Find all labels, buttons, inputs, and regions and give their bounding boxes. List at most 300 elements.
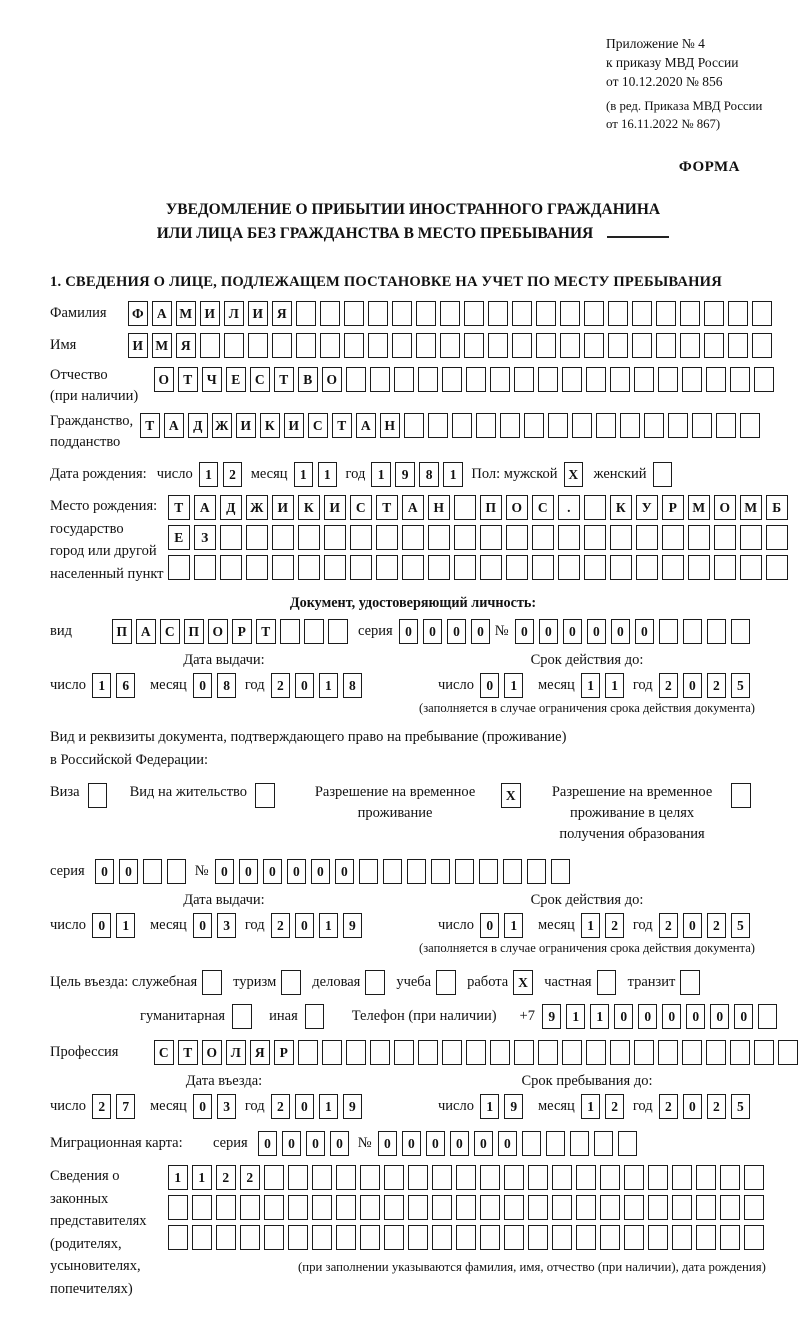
char-cell[interactable]: 9 <box>542 1004 562 1029</box>
char-cell[interactable] <box>720 1165 740 1190</box>
char-cell[interactable] <box>440 333 460 358</box>
char-cell[interactable]: С <box>532 495 554 520</box>
char-cell[interactable] <box>394 1040 414 1065</box>
char-cell[interactable]: 0 <box>710 1004 730 1029</box>
char-cell[interactable] <box>597 970 617 995</box>
char-cell[interactable]: 2 <box>240 1165 260 1190</box>
char-cell[interactable]: 0 <box>683 913 703 938</box>
char-cell[interactable]: 0 <box>215 859 235 884</box>
char-cell[interactable] <box>634 1040 654 1065</box>
char-cell[interactable]: 2 <box>216 1165 236 1190</box>
char-cell[interactable]: 5 <box>731 1094 751 1119</box>
char-cell[interactable] <box>383 859 403 884</box>
char-cell[interactable] <box>432 1225 452 1250</box>
char-cell[interactable]: 2 <box>707 913 727 938</box>
char-cell[interactable]: 1 <box>319 913 339 938</box>
char-cell[interactable] <box>744 1165 764 1190</box>
char-cell[interactable]: Р <box>232 619 252 644</box>
char-cell[interactable] <box>576 1165 596 1190</box>
char-cell[interactable]: 1 <box>480 1094 500 1119</box>
char-cell[interactable]: 6 <box>116 673 136 698</box>
char-cell[interactable] <box>384 1165 404 1190</box>
char-cell[interactable]: 0 <box>734 1004 754 1029</box>
char-cell[interactable] <box>610 367 630 392</box>
char-cell[interactable] <box>488 301 508 326</box>
char-cell[interactable]: З <box>194 525 216 550</box>
char-cell[interactable] <box>442 1040 462 1065</box>
char-cell[interactable] <box>584 301 604 326</box>
char-cell[interactable] <box>558 555 580 580</box>
char-cell[interactable] <box>752 301 772 326</box>
char-cell[interactable] <box>192 1225 212 1250</box>
char-cell[interactable]: 1 <box>199 462 219 487</box>
char-cell[interactable] <box>264 1225 284 1250</box>
char-cell[interactable] <box>168 1225 188 1250</box>
char-cell[interactable] <box>404 413 424 438</box>
char-cell[interactable] <box>324 555 346 580</box>
char-cell[interactable] <box>416 301 436 326</box>
char-cell[interactable] <box>600 1165 620 1190</box>
char-cell[interactable]: 0 <box>119 859 139 884</box>
char-cell[interactable] <box>610 525 632 550</box>
char-cell[interactable] <box>479 859 499 884</box>
char-cell[interactable]: 0 <box>295 913 315 938</box>
char-cell[interactable] <box>168 555 190 580</box>
char-cell[interactable] <box>560 333 580 358</box>
char-cell[interactable] <box>344 333 364 358</box>
char-cell[interactable] <box>360 1195 380 1220</box>
char-cell[interactable] <box>336 1165 356 1190</box>
char-cell[interactable] <box>220 525 242 550</box>
char-cell[interactable]: 0 <box>335 859 355 884</box>
char-cell[interactable] <box>298 1040 318 1065</box>
char-cell[interactable] <box>728 333 748 358</box>
char-cell[interactable] <box>392 301 412 326</box>
char-cell[interactable] <box>668 413 688 438</box>
char-cell[interactable]: О <box>322 367 342 392</box>
char-cell[interactable] <box>365 970 385 995</box>
char-cell[interactable]: 0 <box>193 913 213 938</box>
char-cell[interactable] <box>350 555 372 580</box>
char-cell[interactable] <box>368 301 388 326</box>
char-cell[interactable]: 8 <box>217 673 237 698</box>
char-cell[interactable] <box>454 495 476 520</box>
char-cell[interactable]: 1 <box>116 913 136 938</box>
char-cell[interactable]: 0 <box>92 913 112 938</box>
char-cell[interactable]: 0 <box>474 1131 494 1156</box>
char-cell[interactable] <box>644 413 664 438</box>
char-cell[interactable] <box>572 413 592 438</box>
char-cell[interactable] <box>584 333 604 358</box>
char-cell[interactable]: О <box>208 619 228 644</box>
char-cell[interactable]: И <box>272 495 294 520</box>
char-cell[interactable]: 1 <box>294 462 314 487</box>
char-cell[interactable]: 1 <box>581 913 601 938</box>
char-cell[interactable]: 1 <box>605 673 625 698</box>
char-cell[interactable] <box>328 619 348 644</box>
char-cell[interactable] <box>740 413 760 438</box>
char-cell[interactable] <box>610 1040 630 1065</box>
char-cell[interactable] <box>272 333 292 358</box>
char-cell[interactable]: 0 <box>539 619 559 644</box>
char-cell[interactable]: 1 <box>590 1004 610 1029</box>
char-cell[interactable]: 3 <box>217 913 237 938</box>
char-cell[interactable] <box>216 1225 236 1250</box>
char-cell[interactable]: Т <box>376 495 398 520</box>
char-cell[interactable] <box>436 970 456 995</box>
char-cell[interactable] <box>600 1225 620 1250</box>
char-cell[interactable]: 2 <box>605 913 625 938</box>
char-cell[interactable] <box>720 1195 740 1220</box>
char-cell[interactable]: 3 <box>217 1094 237 1119</box>
char-cell[interactable] <box>143 859 163 884</box>
char-cell[interactable]: 5 <box>731 673 751 698</box>
char-cell[interactable]: Я <box>250 1040 270 1065</box>
char-cell[interactable] <box>322 1040 342 1065</box>
char-cell[interactable]: 1 <box>319 673 339 698</box>
char-cell[interactable] <box>562 1040 582 1065</box>
char-cell[interactable] <box>360 1225 380 1250</box>
char-cell[interactable] <box>402 555 424 580</box>
char-cell[interactable] <box>514 1040 534 1065</box>
char-cell[interactable] <box>532 525 554 550</box>
char-cell[interactable] <box>632 301 652 326</box>
char-cell[interactable] <box>370 367 390 392</box>
char-cell[interactable] <box>480 555 502 580</box>
char-cell[interactable] <box>522 1131 542 1156</box>
char-cell[interactable] <box>350 525 372 550</box>
char-cell[interactable] <box>524 413 544 438</box>
char-cell[interactable] <box>754 1040 774 1065</box>
char-cell[interactable] <box>731 619 751 644</box>
char-cell[interactable]: 2 <box>271 673 291 698</box>
char-cell[interactable]: О <box>202 1040 222 1065</box>
char-cell[interactable] <box>346 367 366 392</box>
char-cell[interactable] <box>466 367 486 392</box>
char-cell[interactable] <box>320 301 340 326</box>
char-cell[interactable]: П <box>184 619 204 644</box>
char-cell[interactable]: 1 <box>581 1094 601 1119</box>
char-cell[interactable]: Т <box>256 619 276 644</box>
char-cell[interactable] <box>730 367 750 392</box>
char-cell[interactable]: 0 <box>426 1131 446 1156</box>
char-cell[interactable] <box>384 1225 404 1250</box>
char-cell[interactable]: С <box>308 413 328 438</box>
char-cell[interactable]: 1 <box>92 673 112 698</box>
char-cell[interactable] <box>608 301 628 326</box>
char-cell[interactable] <box>754 367 774 392</box>
char-cell[interactable] <box>576 1195 596 1220</box>
char-cell[interactable] <box>288 1225 308 1250</box>
char-cell[interactable]: 0 <box>614 1004 634 1029</box>
char-cell[interactable] <box>662 555 684 580</box>
char-cell[interactable] <box>538 367 558 392</box>
char-cell[interactable]: А <box>194 495 216 520</box>
char-cell[interactable]: 0 <box>683 673 703 698</box>
char-cell[interactable]: И <box>236 413 256 438</box>
char-cell[interactable]: Т <box>274 367 294 392</box>
char-cell[interactable]: А <box>152 301 172 326</box>
char-cell[interactable]: Я <box>272 301 292 326</box>
char-cell[interactable] <box>336 1225 356 1250</box>
char-cell[interactable] <box>714 555 736 580</box>
char-cell[interactable] <box>428 555 450 580</box>
char-cell[interactable]: 0 <box>683 1094 703 1119</box>
char-cell[interactable]: 2 <box>659 913 679 938</box>
char-cell[interactable] <box>296 301 316 326</box>
char-cell[interactable] <box>255 783 275 808</box>
char-cell[interactable] <box>528 1225 548 1250</box>
char-cell[interactable] <box>600 1195 620 1220</box>
char-cell[interactable] <box>552 1225 572 1250</box>
char-cell[interactable] <box>720 1225 740 1250</box>
char-cell[interactable]: И <box>248 301 268 326</box>
char-cell[interactable]: 0 <box>95 859 115 884</box>
char-cell[interactable]: 0 <box>635 619 655 644</box>
char-cell[interactable] <box>220 555 242 580</box>
char-cell[interactable]: 0 <box>399 619 419 644</box>
char-cell[interactable]: Т <box>178 1040 198 1065</box>
char-cell[interactable]: К <box>298 495 320 520</box>
char-cell[interactable] <box>706 367 726 392</box>
char-cell[interactable] <box>527 859 547 884</box>
char-cell[interactable] <box>305 1004 325 1029</box>
char-cell[interactable]: 0 <box>498 1131 518 1156</box>
char-cell[interactable] <box>336 1195 356 1220</box>
char-cell[interactable] <box>662 525 684 550</box>
char-cell[interactable] <box>584 555 606 580</box>
char-cell[interactable]: Т <box>168 495 190 520</box>
char-cell[interactable] <box>304 619 324 644</box>
char-cell[interactable] <box>288 1165 308 1190</box>
char-cell[interactable] <box>402 525 424 550</box>
char-cell[interactable]: 0 <box>378 1131 398 1156</box>
char-cell[interactable]: Ф <box>128 301 148 326</box>
char-cell[interactable] <box>706 1040 726 1065</box>
char-cell[interactable] <box>704 301 724 326</box>
char-cell[interactable] <box>168 1195 188 1220</box>
char-cell[interactable] <box>632 333 652 358</box>
char-cell[interactable]: 2 <box>223 462 243 487</box>
char-cell[interactable]: М <box>152 333 172 358</box>
char-cell[interactable] <box>272 525 294 550</box>
char-cell[interactable] <box>586 367 606 392</box>
char-cell[interactable] <box>696 1165 716 1190</box>
char-cell[interactable] <box>192 1195 212 1220</box>
char-cell[interactable] <box>558 525 580 550</box>
char-cell[interactable] <box>370 1040 390 1065</box>
char-cell[interactable] <box>551 859 571 884</box>
char-cell[interactable]: Ч <box>202 367 222 392</box>
char-cell[interactable]: 0 <box>330 1131 350 1156</box>
char-cell[interactable] <box>704 333 724 358</box>
char-cell[interactable] <box>246 555 268 580</box>
char-cell[interactable]: 0 <box>471 619 491 644</box>
char-cell[interactable] <box>167 859 187 884</box>
char-cell[interactable] <box>680 301 700 326</box>
char-cell[interactable] <box>88 783 108 808</box>
char-cell[interactable]: П <box>480 495 502 520</box>
char-cell[interactable]: 9 <box>343 913 363 938</box>
char-cell[interactable] <box>656 333 676 358</box>
char-cell[interactable] <box>560 301 580 326</box>
char-cell[interactable]: П <box>112 619 132 644</box>
char-cell[interactable] <box>584 495 606 520</box>
char-cell[interactable] <box>408 1225 428 1250</box>
char-cell[interactable]: 0 <box>423 619 443 644</box>
char-cell[interactable] <box>280 619 300 644</box>
char-cell[interactable] <box>688 525 710 550</box>
char-cell[interactable] <box>454 555 476 580</box>
char-cell[interactable] <box>648 1165 668 1190</box>
char-cell[interactable]: 2 <box>605 1094 625 1119</box>
char-cell[interactable]: Л <box>224 301 244 326</box>
char-cell[interactable] <box>264 1165 284 1190</box>
char-cell[interactable]: К <box>610 495 632 520</box>
char-cell[interactable]: О <box>506 495 528 520</box>
char-cell[interactable] <box>514 367 534 392</box>
char-cell[interactable] <box>552 1165 572 1190</box>
char-cell[interactable] <box>202 970 222 995</box>
char-cell[interactable]: О <box>714 495 736 520</box>
char-cell[interactable]: 1 <box>504 673 524 698</box>
char-cell[interactable] <box>456 1195 476 1220</box>
char-cell[interactable] <box>194 555 216 580</box>
char-cell[interactable] <box>672 1165 692 1190</box>
char-cell[interactable] <box>672 1195 692 1220</box>
char-cell[interactable]: С <box>160 619 180 644</box>
char-cell[interactable]: Б <box>766 495 788 520</box>
char-cell[interactable] <box>570 1131 590 1156</box>
char-cell[interactable]: И <box>128 333 148 358</box>
char-cell[interactable] <box>312 1195 332 1220</box>
char-cell[interactable] <box>610 555 632 580</box>
char-cell[interactable] <box>376 525 398 550</box>
char-cell[interactable]: Н <box>428 495 450 520</box>
char-cell[interactable] <box>440 301 460 326</box>
char-cell[interactable] <box>442 367 462 392</box>
char-cell[interactable] <box>576 1225 596 1250</box>
char-cell[interactable] <box>359 859 379 884</box>
char-cell[interactable]: 1 <box>192 1165 212 1190</box>
char-cell[interactable] <box>504 1225 524 1250</box>
char-cell[interactable] <box>298 525 320 550</box>
char-cell[interactable]: Т <box>178 367 198 392</box>
char-cell[interactable] <box>624 1225 644 1250</box>
char-cell[interactable] <box>596 413 616 438</box>
char-cell[interactable]: X <box>513 970 533 995</box>
char-cell[interactable] <box>506 555 528 580</box>
char-cell[interactable] <box>744 1195 764 1220</box>
char-cell[interactable] <box>584 525 606 550</box>
char-cell[interactable]: 9 <box>343 1094 363 1119</box>
char-cell[interactable]: 0 <box>587 619 607 644</box>
char-cell[interactable] <box>431 859 451 884</box>
char-cell[interactable] <box>594 1131 614 1156</box>
char-cell[interactable]: А <box>356 413 376 438</box>
char-cell[interactable] <box>248 333 268 358</box>
char-cell[interactable]: Л <box>226 1040 246 1065</box>
char-cell[interactable]: М <box>176 301 196 326</box>
char-cell[interactable]: 0 <box>450 1131 470 1156</box>
char-cell[interactable] <box>418 367 438 392</box>
char-cell[interactable] <box>680 333 700 358</box>
char-cell[interactable] <box>648 1195 668 1220</box>
char-cell[interactable] <box>656 301 676 326</box>
char-cell[interactable]: А <box>164 413 184 438</box>
char-cell[interactable] <box>731 783 751 808</box>
char-cell[interactable]: 1 <box>504 913 524 938</box>
char-cell[interactable] <box>744 1225 764 1250</box>
char-cell[interactable] <box>512 333 532 358</box>
char-cell[interactable] <box>264 1195 284 1220</box>
char-cell[interactable] <box>240 1225 260 1250</box>
char-cell[interactable]: 0 <box>287 859 307 884</box>
char-cell[interactable] <box>634 367 654 392</box>
char-cell[interactable]: X <box>501 783 521 808</box>
char-cell[interactable] <box>562 367 582 392</box>
char-cell[interactable]: 1 <box>319 1094 339 1119</box>
char-cell[interactable]: И <box>284 413 304 438</box>
char-cell[interactable]: Е <box>226 367 246 392</box>
char-cell[interactable]: Р <box>662 495 684 520</box>
char-cell[interactable] <box>714 525 736 550</box>
char-cell[interactable] <box>648 1225 668 1250</box>
char-cell[interactable]: А <box>402 495 424 520</box>
char-cell[interactable]: 0 <box>611 619 631 644</box>
char-cell[interactable] <box>504 1195 524 1220</box>
char-cell[interactable] <box>320 333 340 358</box>
char-cell[interactable] <box>281 970 301 995</box>
char-cell[interactable] <box>680 970 700 995</box>
char-cell[interactable] <box>500 413 520 438</box>
char-cell[interactable] <box>730 1040 750 1065</box>
char-cell[interactable] <box>716 413 736 438</box>
char-cell[interactable]: 0 <box>263 859 283 884</box>
char-cell[interactable]: 0 <box>480 673 500 698</box>
char-cell[interactable] <box>506 525 528 550</box>
char-cell[interactable]: Д <box>220 495 242 520</box>
char-cell[interactable]: И <box>200 301 220 326</box>
char-cell[interactable] <box>232 1004 252 1029</box>
char-cell[interactable] <box>394 367 414 392</box>
char-cell[interactable] <box>586 1040 606 1065</box>
char-cell[interactable] <box>464 333 484 358</box>
char-cell[interactable] <box>758 1004 778 1029</box>
char-cell[interactable]: 0 <box>638 1004 658 1029</box>
char-cell[interactable]: 0 <box>515 619 535 644</box>
char-cell[interactable]: 8 <box>419 462 439 487</box>
char-cell[interactable]: . <box>558 495 580 520</box>
char-cell[interactable]: 2 <box>271 1094 291 1119</box>
char-cell[interactable] <box>408 1195 428 1220</box>
char-cell[interactable] <box>707 619 727 644</box>
char-cell[interactable]: 2 <box>659 673 679 698</box>
char-cell[interactable] <box>740 525 762 550</box>
char-cell[interactable] <box>504 1165 524 1190</box>
char-cell[interactable] <box>272 555 294 580</box>
char-cell[interactable]: С <box>350 495 372 520</box>
char-cell[interactable]: X <box>564 462 584 487</box>
char-cell[interactable] <box>532 555 554 580</box>
char-cell[interactable] <box>432 1165 452 1190</box>
char-cell[interactable] <box>418 1040 438 1065</box>
char-cell[interactable] <box>766 525 788 550</box>
char-cell[interactable]: Н <box>380 413 400 438</box>
char-cell[interactable]: С <box>154 1040 174 1065</box>
char-cell[interactable]: А <box>136 619 156 644</box>
char-cell[interactable] <box>200 333 220 358</box>
